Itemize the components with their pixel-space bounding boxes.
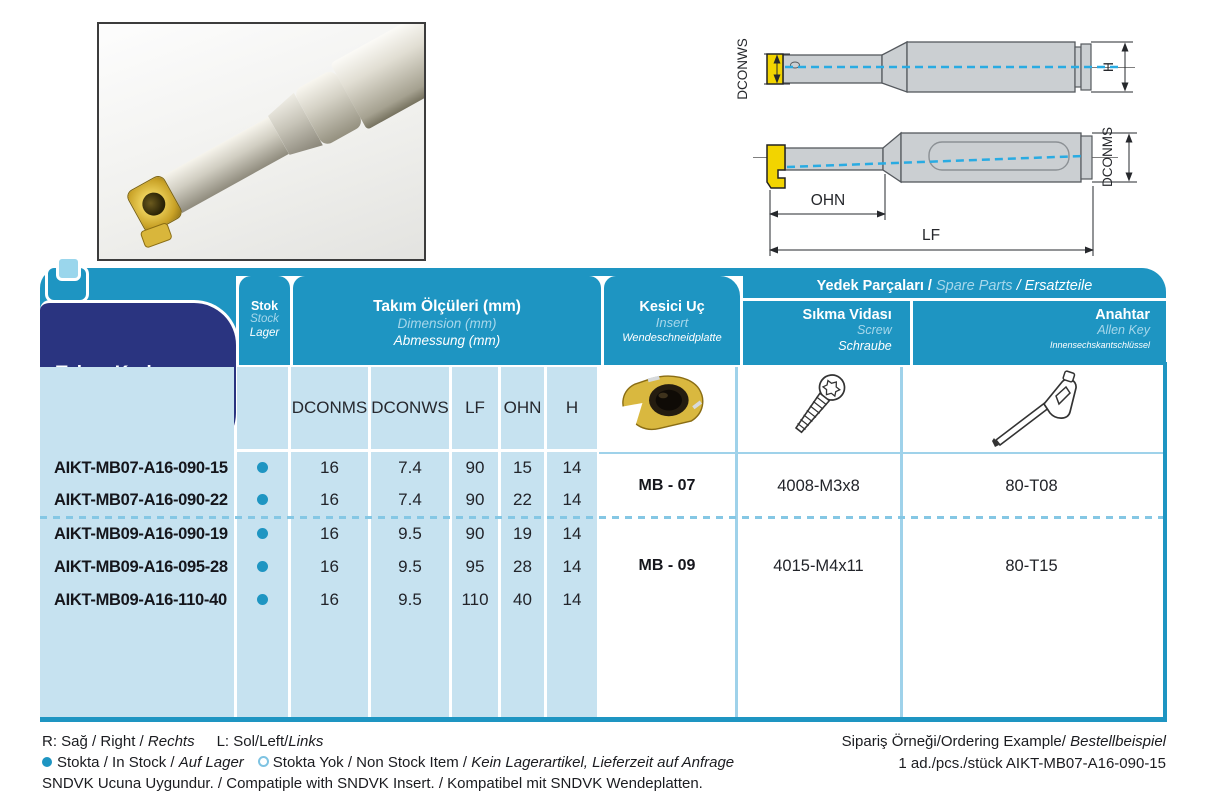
dim-label-ohn: OHN: [810, 192, 846, 209]
ohn-value: 15: [513, 458, 532, 477]
table-row: [40, 518, 1166, 550]
tab-icon-clip: [56, 256, 81, 281]
insert-tip-drawing-side: [767, 145, 785, 188]
insert-designation: MB - 07: [638, 477, 696, 494]
col-label-ohn: OHN: [503, 398, 542, 417]
stock-legend: Stokta / In Stock / Auf Lager Stokta Yok / Non Stock Item / Kein Lagerartikel, Lieferzeit auf Anfrage: [42, 754, 734, 771]
non-stock-ring-icon: [258, 756, 269, 767]
ohn-value: 19: [513, 524, 532, 543]
col-label-dconws: DCONWS: [371, 398, 449, 417]
product-photo: [97, 22, 426, 261]
column-header-stock: Stok Stock Lager: [239, 276, 290, 365]
screw-image: [780, 366, 852, 450]
group-divider-dashed: [40, 516, 1163, 519]
ordering-code: AIKT-MB09-A16-090-19: [54, 525, 228, 543]
dconws-value: 9.5: [398, 524, 422, 543]
in-stock-dot-icon: [42, 757, 52, 767]
insert-tip-drawing: [767, 54, 783, 84]
ordering-example: Sipariş Örneği/Ordering Example/ Bestellbeispiel 1 ad./pcs./stück AIKT-MB07-A16-090-15: [841, 733, 1166, 772]
ohn-value: 22: [513, 490, 532, 509]
dconws-value: 7.4: [398, 490, 422, 509]
column-header-insert: Kesici Uç Insert Wendeschneidplatte: [604, 276, 740, 365]
ordering-code: AIKT-MB09-A16-095-28: [54, 558, 228, 576]
table-row: [40, 584, 1166, 616]
spare-parts-group: [743, 276, 1166, 365]
dim-label-lf: LF: [921, 227, 941, 244]
ordering-code: AIKT-MB09-A16-110-40: [54, 591, 227, 609]
allen-key-designation: 80-T08: [1005, 477, 1058, 495]
h-value: 14: [562, 458, 582, 477]
h-value: 14: [562, 490, 582, 509]
dconws-value: 9.5: [398, 590, 422, 609]
column-header-dimensions: Takım Ölçüleri (mm) Dimension (mm) Abmessung (mm): [293, 276, 601, 365]
dim-label-dconms: DCONMS: [1100, 127, 1115, 187]
table-bottom-bar: [40, 717, 1166, 722]
h-value: 14: [562, 590, 582, 609]
boring-bar-photo: [118, 22, 426, 249]
ordering-code: AIKT-MB07-A16-090-15: [54, 459, 228, 477]
dconms-value: 16: [320, 557, 339, 576]
stock-dot: [237, 484, 288, 516]
insert-designation: MB - 09: [638, 557, 696, 574]
dconms-value: 16: [320, 524, 339, 543]
ohn-value: 40: [513, 590, 532, 609]
ohn-value: 28: [513, 557, 532, 576]
column-header-allen-key: Anahtar Allen Key Innensechskantschlüssel: [913, 301, 1166, 365]
tab-icon: [45, 256, 93, 304]
screw-designation: 4008-M3x8: [777, 477, 860, 495]
dconws-value: 9.5: [398, 557, 422, 576]
stock-dot: [237, 551, 288, 583]
h-value: 14: [562, 524, 582, 543]
hand-legend: R: Sağ / Right / Rechts L: Sol/Left/Links: [42, 733, 324, 750]
spare-parts-title: Yedek Parçaları / Spare Parts / Ersatzteile: [743, 276, 1166, 301]
col-label-h: H: [565, 398, 579, 417]
dim-label-h: H: [1100, 61, 1116, 73]
screw-designation: 4015-M4x11: [773, 557, 864, 575]
dconms-value: 16: [320, 458, 339, 477]
column-header-screw: Sıkma Vidası Screw Schraube: [743, 301, 910, 365]
col-label-dconms: DCONMS: [291, 398, 368, 417]
technical-drawing-top: [733, 18, 1143, 130]
compatibility-note: SNDVK Ucuna Uygundur. / Compatiple with SNDVK Insert. / Kompatibel mit SNDVK Wendeplatten.: [42, 775, 703, 792]
allen-key-image: [988, 362, 1088, 450]
lf-value: 90: [465, 490, 485, 509]
technical-drawing-side: [733, 126, 1153, 266]
dim-label-dconws: DCONWS: [735, 38, 750, 100]
lf-value: 110: [461, 590, 489, 609]
stock-dot: [237, 518, 288, 550]
dconws-value: 7.4: [398, 458, 422, 477]
tool-bar: [162, 117, 289, 213]
dconms-value: 16: [320, 590, 339, 609]
col-label-lf: LF: [465, 398, 485, 417]
dconms-value: 16: [320, 490, 339, 509]
ordering-code: AIKT-MB07-A16-090-22: [54, 491, 228, 509]
stock-dot: [237, 584, 288, 616]
lf-value: 90: [465, 458, 485, 477]
insert-image: [612, 370, 720, 436]
stock-dot: [237, 452, 288, 484]
allen-key-designation: 80-T15: [1005, 557, 1058, 575]
lf-value: 95: [465, 557, 485, 576]
lf-value: 90: [465, 524, 485, 543]
h-value: 14: [562, 557, 582, 576]
